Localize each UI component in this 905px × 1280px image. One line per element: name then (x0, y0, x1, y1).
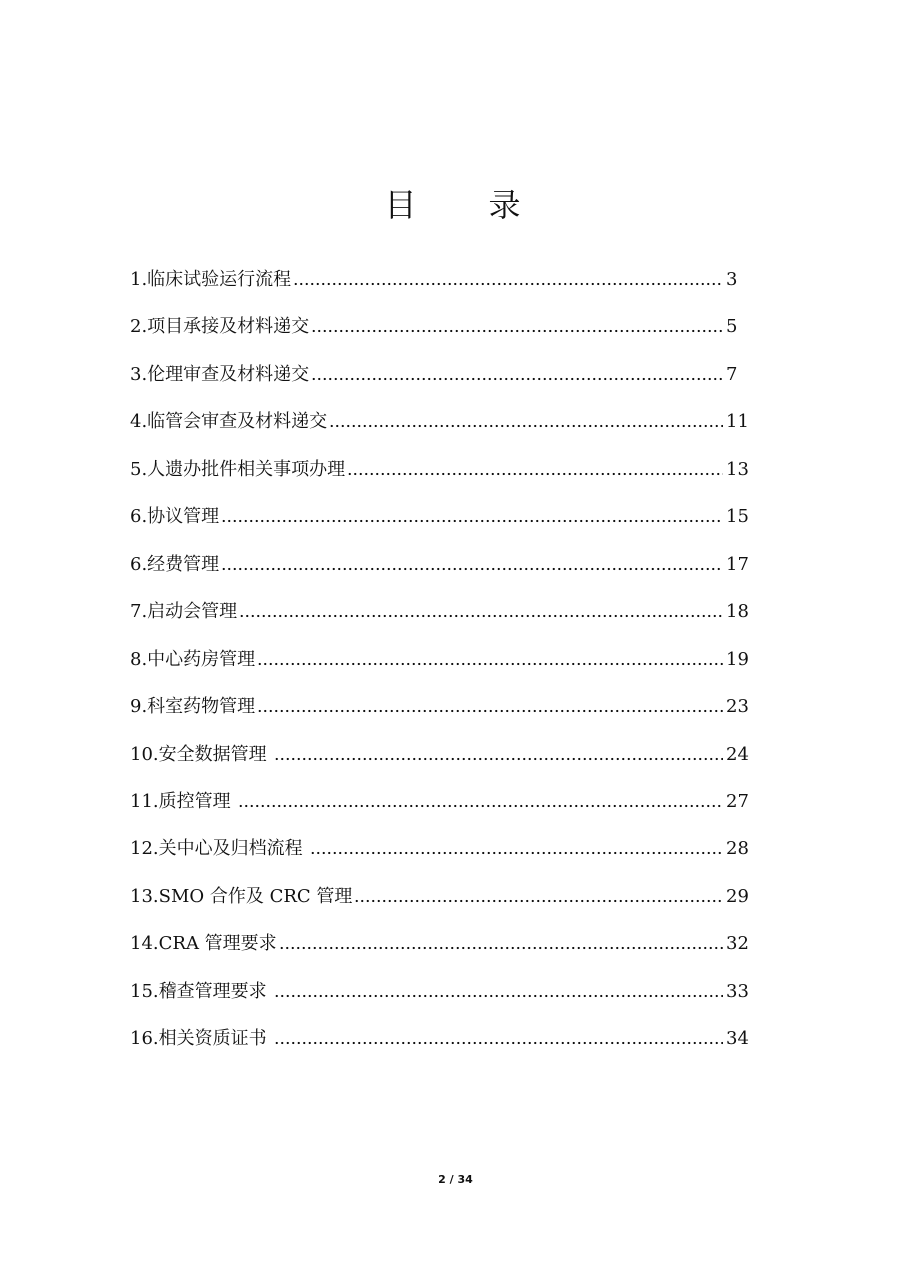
toc-entry-label: 9.科室药物管理 (130, 696, 256, 718)
toc-dot-leader (293, 282, 723, 286)
toc-entry[interactable] (130, 410, 749, 434)
toc-entry-label: 5.人遗办批件相关事项办理 (130, 458, 346, 480)
toc-entry-page-number: 33 (726, 980, 749, 1002)
toc-entry-label: 13.SMO 合作及 CRC 管理 (130, 885, 353, 907)
toc-dot-leader (311, 329, 723, 333)
toc-dot-leader (279, 946, 723, 950)
toc-entry-page-number: 17 (726, 553, 749, 575)
toc-entry[interactable] (130, 315, 738, 339)
toc-entry-label: 8.中心药房管理 (130, 648, 256, 670)
toc-entry-page-number: 28 (726, 838, 749, 860)
toc-entry-page-number: 18 (726, 601, 749, 623)
toc-dot-leader (239, 614, 723, 618)
toc-entry-label: 10.安全数据管理 (130, 743, 273, 765)
toc-dot-leader (221, 567, 723, 571)
toc-entry-label: 12.关中心及归档流程 (130, 838, 309, 860)
toc-entry-page-number: 11 (726, 411, 749, 433)
toc-entry-page-number: 5 (726, 316, 738, 338)
toc-dot-leader (354, 899, 723, 903)
toc-dot-leader (274, 1041, 723, 1045)
toc-entry[interactable] (130, 932, 749, 956)
toc-entry-label: 3.伦理审查及材料递交 (130, 363, 310, 385)
toc-entry[interactable] (130, 268, 738, 292)
toc-entry-page-number: 13 (726, 458, 749, 480)
toc-entry-label: 2.项目承接及材料递交 (130, 316, 310, 338)
toc-entry[interactable] (130, 458, 749, 482)
toc-entry-page-number: 29 (726, 885, 749, 907)
toc-entry-page-number: 27 (726, 790, 749, 812)
toc-entry[interactable] (130, 743, 749, 767)
toc-dot-leader (274, 757, 723, 761)
toc-entry-page-number: 19 (726, 648, 749, 670)
toc-entry[interactable] (130, 980, 749, 1004)
toc-entry[interactable] (130, 363, 738, 387)
toc-dot-leader (257, 709, 723, 713)
toc-entry-label: 14.CRA 管理要求 (130, 933, 277, 955)
toc-dot-leader (329, 424, 723, 428)
toc-entry-label: 7.启动会管理 (130, 601, 238, 623)
toc-entry-page-number: 24 (726, 743, 749, 765)
toc-entry[interactable] (130, 600, 749, 624)
toc-entry[interactable] (130, 553, 749, 577)
toc-entry-label: 6.协议管理 (130, 506, 220, 528)
toc-entry-label: 6.经费管理 (130, 553, 220, 575)
toc-entry[interactable] (130, 1027, 749, 1051)
toc-dot-leader (257, 662, 723, 666)
toc-entry-page-number: 15 (726, 506, 749, 528)
toc-entry[interactable] (130, 505, 749, 529)
toc-entry-page-number: 7 (726, 363, 738, 385)
toc-dot-leader (347, 472, 723, 476)
toc-entry-label: 11.质控管理 (130, 790, 237, 812)
toc-dot-leader (238, 804, 723, 808)
toc-entry[interactable] (130, 885, 749, 909)
toc-entry-page-number: 34 (726, 1028, 749, 1050)
toc-dot-leader (311, 377, 723, 381)
toc-dot-leader (310, 851, 723, 855)
toc-entry-page-number: 23 (726, 696, 749, 718)
toc-entry[interactable] (130, 837, 749, 861)
toc-entry-label: 1.临床试验运行流程 (130, 269, 292, 290)
toc-entry-page-number: 3 (726, 269, 738, 290)
page-footer: 2 / 34 (438, 1173, 473, 1186)
toc-entry-label: 4.临管会审查及材料递交 (130, 411, 328, 433)
toc-entry[interactable] (130, 648, 749, 672)
toc-entry[interactable] (130, 790, 749, 814)
toc-dot-leader (274, 994, 723, 998)
toc-entry-page-number: 32 (726, 933, 749, 955)
toc-dot-leader (221, 519, 723, 523)
toc-entry-label: 15.稽查管理要求 (130, 980, 273, 1002)
toc-entry[interactable] (130, 695, 749, 719)
toc-entry-label: 16.相关资质证书 (130, 1028, 273, 1050)
toc-title: 目 录 (384, 186, 541, 225)
